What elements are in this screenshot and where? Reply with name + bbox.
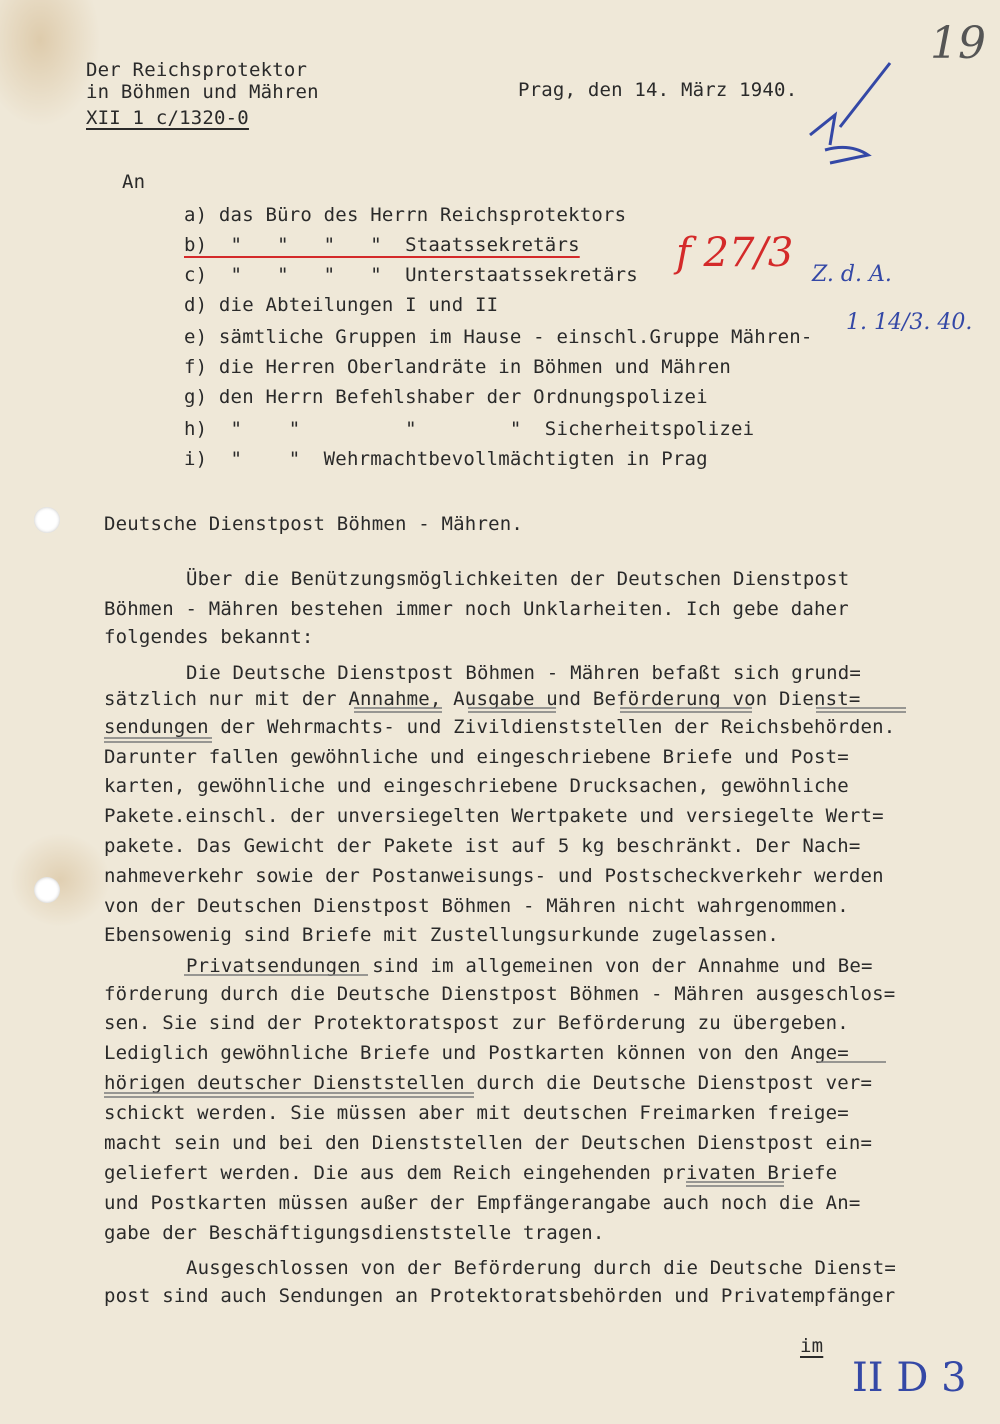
body-line: Ebensowenig sind Briefe mit Zustellungsurkunde zugelassen. bbox=[104, 924, 780, 946]
addressee-item: c) " " " " Unterstaatssekretärs bbox=[184, 264, 638, 286]
subject-line: Deutsche Dienstpost Böhmen - Mähren. bbox=[104, 513, 524, 535]
addressee-item: i) " " Wehrmachtbevollmächtigten in Prag bbox=[184, 448, 708, 470]
body-line: hörigen deutscher Dienststellen durch die Deutsche Dienstpost ver= bbox=[104, 1072, 873, 1094]
body-line: pakete. Das Gewicht der Pakete ist auf 5 kg beschränkt. Der Nach= bbox=[104, 835, 861, 857]
sender-line1: Der Reichsprotektor bbox=[86, 59, 308, 81]
addressee-item: h) " " " " Sicherheitspolizei bbox=[184, 418, 755, 440]
place-date: Prag, den 14. März 1940. bbox=[518, 79, 798, 101]
addressee-item: d) die Abteilungen I und II bbox=[184, 294, 499, 316]
body-line: sen. Sie sind der Protektoratspost zur Beförderung zu übergeben. bbox=[104, 1012, 849, 1034]
body-line: karten, gewöhnliche und eingeschriebene Drucksachen, gewöhnliche bbox=[104, 775, 849, 797]
addressee-intro: An bbox=[122, 171, 146, 193]
body-line: sätzlich nur mit der Annahme, Ausgabe und Beförderung von Dienst= bbox=[104, 688, 861, 710]
reference-number: XII 1 c/1320-0 bbox=[86, 107, 249, 129]
body-line: Lediglich gewöhnliche Briefe und Postkarten können von den Ange= bbox=[104, 1042, 849, 1064]
body-line: Die Deutsche Dienstpost Böhmen - Mähren befaßt sich grund= bbox=[186, 662, 862, 684]
page-number-handwritten: 19 bbox=[930, 18, 986, 69]
body-line: förderung durch die Deutsche Dienstpost Böhmen - Mähren ausgeschlos= bbox=[104, 983, 896, 1005]
body-line: gabe der Beschäftigungsdienststelle tragen. bbox=[104, 1222, 605, 1244]
red-initial-mark: f 27/3 bbox=[676, 230, 794, 276]
body-line: von der Deutschen Dienstpost Böhmen - Mähren nicht wahrgenommen. bbox=[104, 895, 849, 917]
addressee-item: b) " " " " Staatssekretärs bbox=[184, 234, 580, 256]
body-line: Böhmen - Mähren bestehen immer noch Unklarheiten. Ich gebe daher bbox=[104, 598, 849, 620]
body-line: post sind auch Sendungen an Protektoratsbehörden und Privatempfänger bbox=[104, 1285, 896, 1307]
filing-mark: II D 3 bbox=[852, 1355, 967, 1401]
body-line: geliefert werden. Die aus dem Reich eingehenden privaten Briefe bbox=[104, 1162, 838, 1184]
blue-note-zda: Z. d. A. bbox=[812, 262, 892, 287]
blue-note-date: 1. 14/3. 40. bbox=[846, 310, 973, 335]
body-line: Ausgeschlossen von der Beförderung durch die Deutsche Dienst= bbox=[186, 1257, 896, 1279]
addressee-item: a) das Büro des Herrn Reichsprotektors bbox=[184, 204, 627, 226]
body-line: und Postkarten müssen außer der Empfängerangabe auch noch die An= bbox=[104, 1192, 861, 1214]
addressee-item: g) den Herrn Befehlshaber der Ordnungspolizei bbox=[184, 386, 708, 408]
body-line: schickt werden. Sie müssen aber mit deutschen Freimarken freige= bbox=[104, 1102, 849, 1124]
body-line: sendungen der Wehrmachts- und Zivildienststellen der Reichsbehörden. bbox=[104, 716, 896, 738]
body-line: Über die Benützungsmöglichkeiten der Deutschen Dienstpost bbox=[186, 568, 850, 590]
continuation-word: im bbox=[800, 1335, 824, 1357]
body-line: Privatsendungen sind im allgemeinen von der Annahme und Be= bbox=[186, 955, 873, 977]
body-line: Darunter fallen gewöhnliche und eingeschriebene Briefe und Post= bbox=[104, 746, 849, 768]
body-line: nahmeverkehr sowie der Postanweisungs- und Postscheckverkehr werden bbox=[104, 865, 884, 887]
body-line: folgendes bekannt: bbox=[104, 626, 314, 648]
body-line: macht sein und bei den Dienststellen der Deutschen Dienstpost ein= bbox=[104, 1132, 873, 1154]
body-line: Pakete.einschl. der unversiegelten Wertpakete und versiegelte Wert= bbox=[104, 805, 884, 827]
addressee-item: e) sämtliche Gruppen im Hause - einschl.Gruppe Mähren- bbox=[184, 326, 813, 348]
sender-line2: in Böhmen und Mähren bbox=[86, 81, 319, 103]
addressee-item: f) die Herren Oberlandräte in Böhmen und Mähren bbox=[184, 356, 732, 378]
